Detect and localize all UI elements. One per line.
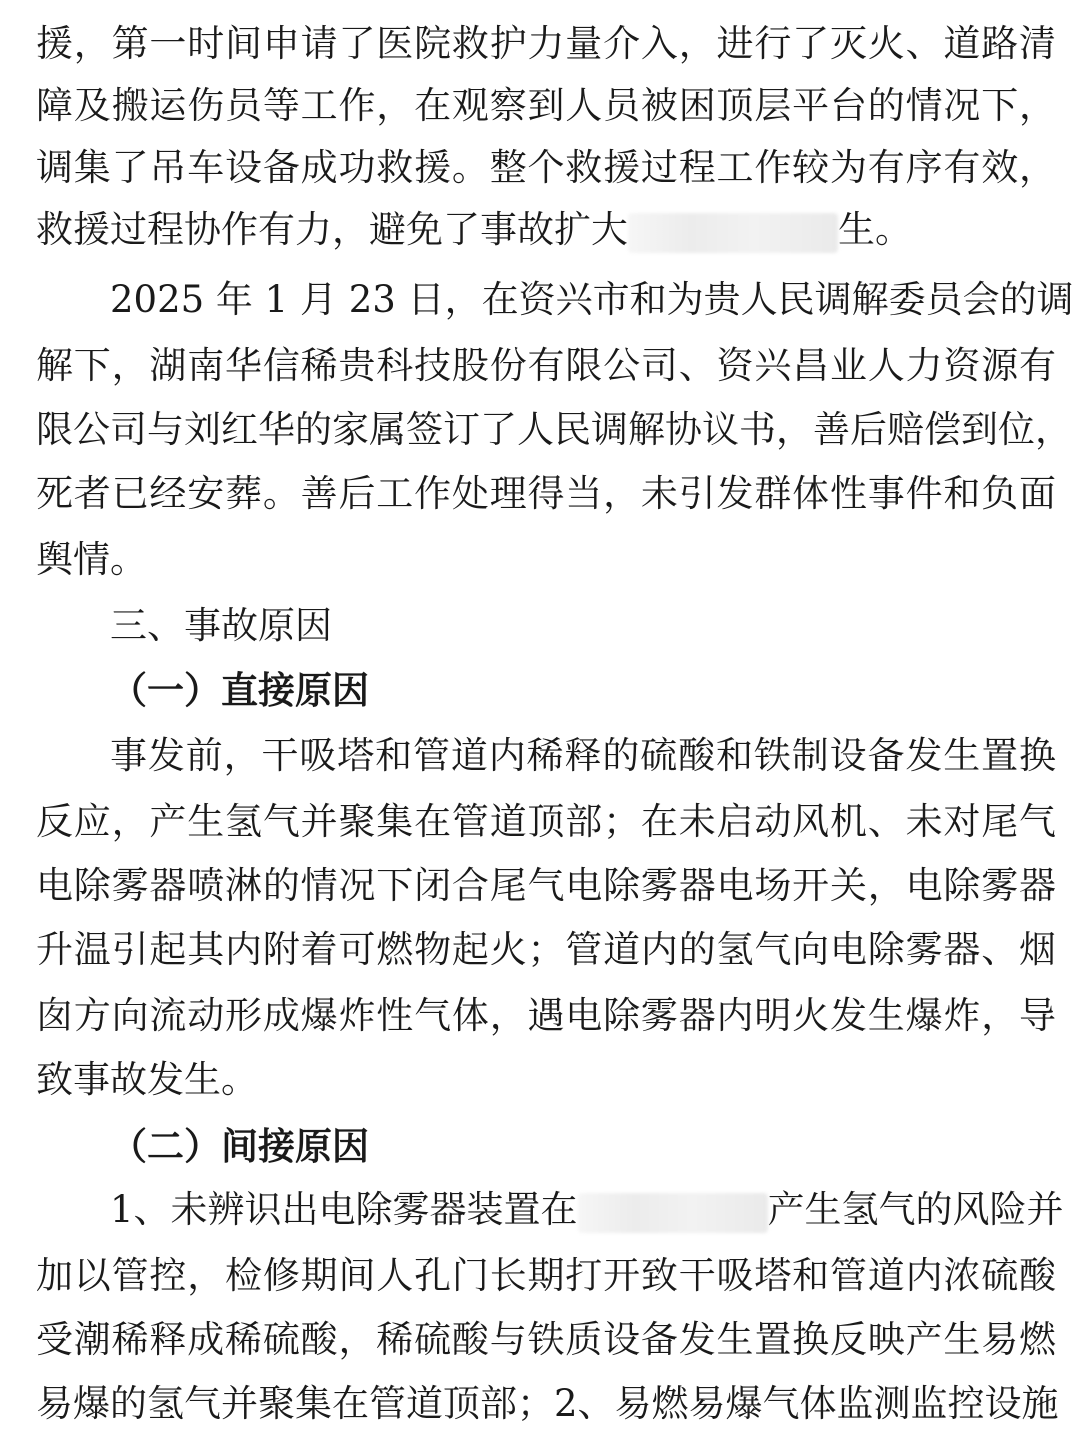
paragraph-line: 调集了吊车设备成功救援。整个救援过程工作较为有序有效， (36, 146, 1056, 189)
paragraph-line: 加以管控，检修期间人孔门长期打开致干吸塔和管道内浓硫酸 (36, 1254, 1056, 1297)
text-segment: 1、未辨识出电除雾器装置在 (110, 1188, 578, 1231)
paragraph-line: 障及搬运伤员等工作，在观察到人员被困顶层平台的情况下， (36, 84, 1056, 127)
paragraph-line: 事发前，干吸塔和管道内稀释的硫酸和铁制设备发生置换 (110, 734, 1056, 777)
paragraph-line: 死者已经安葬。善后工作处理得当，未引发群体性事件和负面 (36, 472, 1056, 515)
text-segment: 产生氢气的风险并 (767, 1188, 1064, 1231)
subsection-heading: （一）直接原因 (110, 668, 369, 712)
paragraph-line-redacted (36, 198, 912, 262)
paragraph-line: 舆情。 (36, 538, 147, 581)
paragraph-line: 解下，湖南华信稀贵科技股份有限公司、资兴昌业人力资源有 (36, 344, 1056, 387)
paragraph-line: 升温引起其内附着可燃物起火；管道内的氢气向电除雾器、烟 (36, 928, 1056, 971)
paragraph-line: 限公司与刘红华的家属签订了人民调解协议书，善后赔偿到位， (36, 408, 1072, 451)
text-segment: 生。 (838, 208, 912, 251)
redaction-blur (578, 1193, 768, 1233)
paragraph-line: 援，第一时间申请了医院救护力量介入，进行了灭火、道路清 (36, 22, 1056, 65)
paragraph-line: 受潮稀释成稀硫酸，稀硫酸与铁质设备发生置换反映产生易燃 (36, 1318, 1056, 1361)
section-heading: 三、事故原因 (110, 604, 332, 647)
paragraph-line-redacted (110, 1178, 1064, 1242)
paragraph-line: 电除雾器喷淋的情况下闭合尾气电除雾器电场开关，电除雾器 (36, 864, 1056, 907)
paragraph-line: 反应，产生氢气并聚集在管道顶部；在未启动风机、未对尾气 (36, 800, 1056, 843)
redaction-blur (628, 213, 838, 253)
paragraph-line: 易爆的氢气并聚集在管道顶部；2、易燃易爆气体监测监控设施 (36, 1382, 1059, 1425)
subsection-heading: （二）间接原因 (110, 1124, 369, 1168)
paragraph-line: 2025 年 1 月 23 日，在资兴市和为贵人民调解委员会的调 (110, 278, 1074, 321)
paragraph-line: 致事故发生。 (36, 1058, 258, 1101)
paragraph-line: 囱方向流动形成爆炸性气体，遇电除雾器内明火发生爆炸，导 (36, 994, 1056, 1037)
text-segment: 救援过程协作有力，避免了事故扩大 (36, 208, 628, 251)
